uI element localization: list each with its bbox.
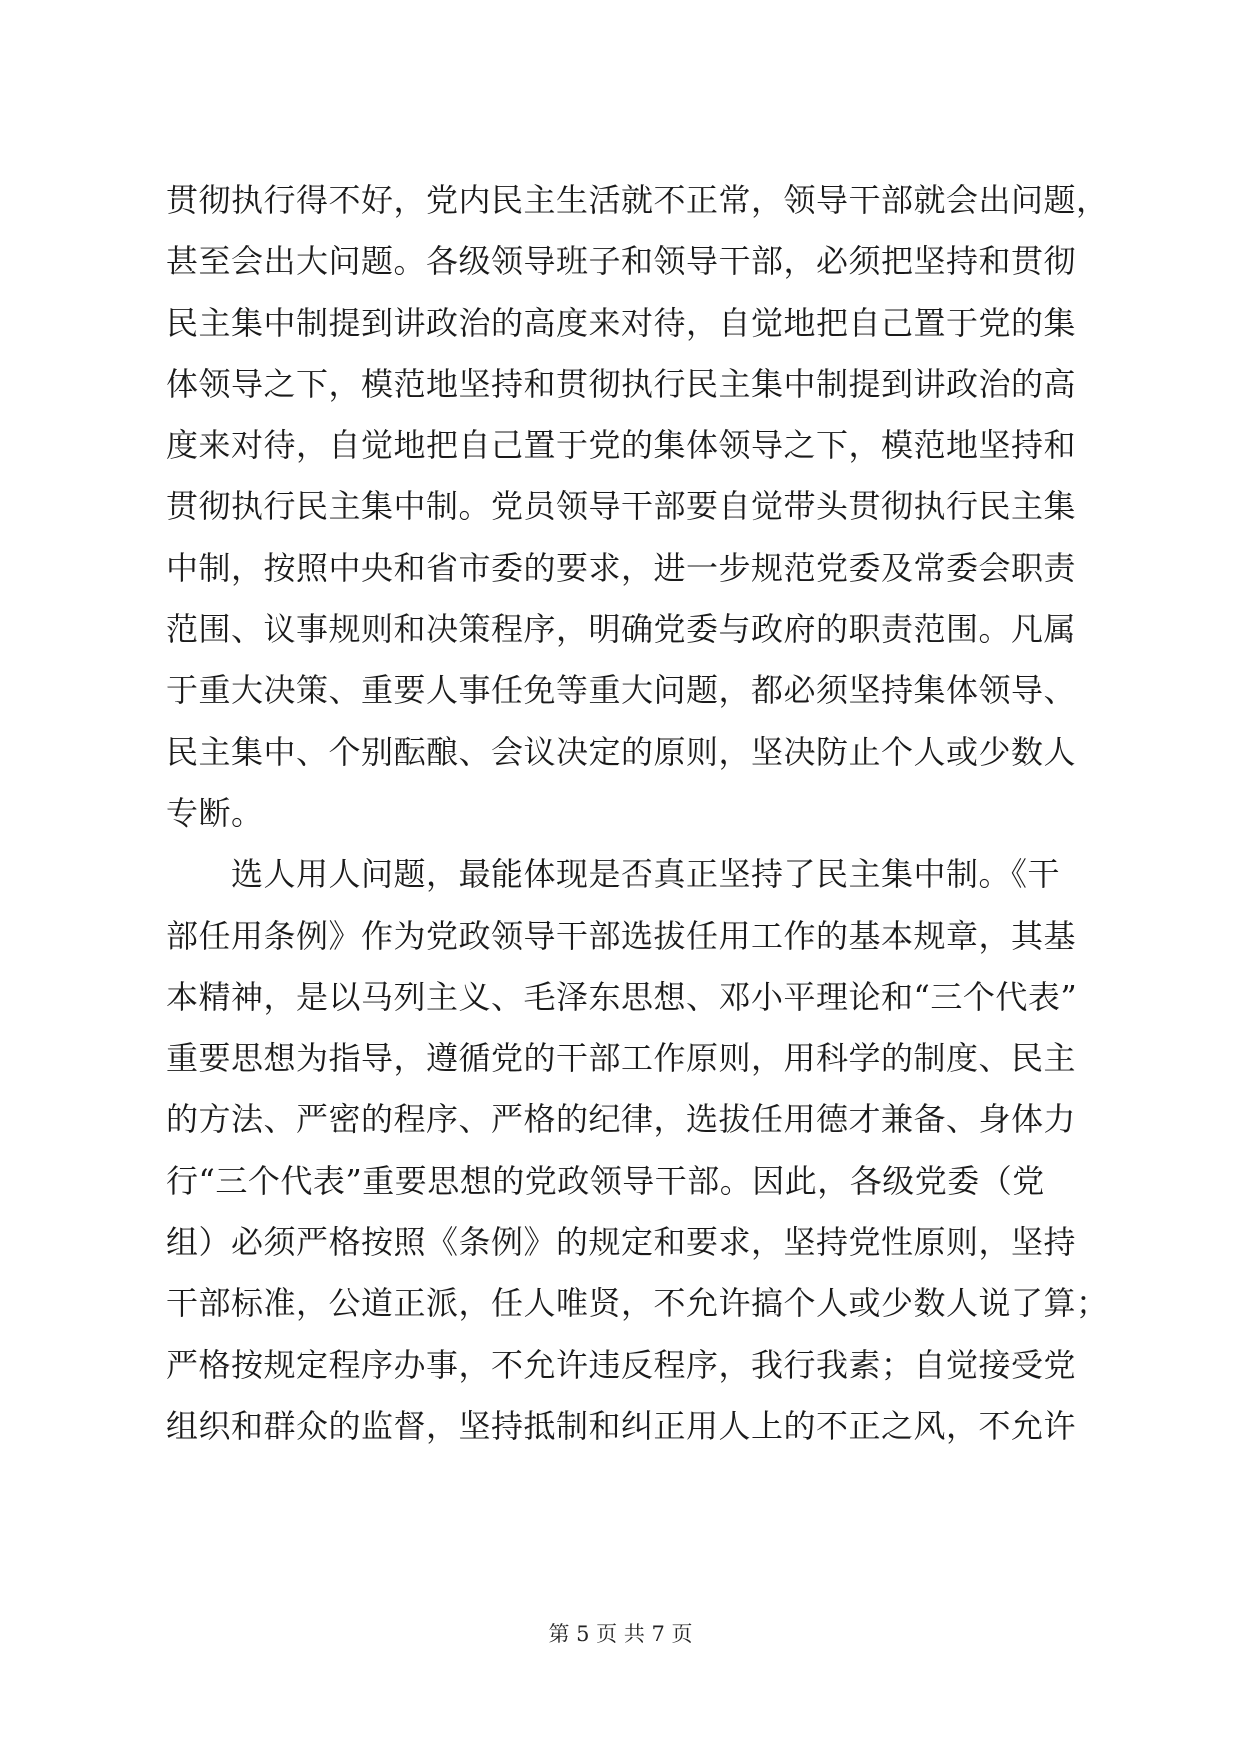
page-footer: 第 5 页 共 7 页 xyxy=(548,1622,693,1646)
text-line: 甚至会出大问题。各级领导班子和领导干部，必须把坚持和贯彻 xyxy=(166,242,1077,281)
text-line: 中制，按照中央和省市委的要求，进一步规范党委及常委会职责 xyxy=(166,548,1077,587)
text-line: 行“三个代表”重要思想的党政领导干部。因此，各级党委（党 xyxy=(166,1161,1045,1200)
text-line: 体领导之下，模范地坚持和贯彻执行民主集中制提到讲政治的高 xyxy=(166,364,1077,403)
text-line: 部任用条例》作为党政领导干部选拔任用工作的基本规章，其基 xyxy=(166,916,1077,955)
body-text xyxy=(166,170,1109,1457)
text-line: 民主集中制提到讲政治的高度来对待，自觉地把自己置于党的集 xyxy=(166,303,1077,342)
text-line: 组）必须严格按照《条例》的规定和要求，坚持党性原则，坚持 xyxy=(166,1223,1077,1262)
text-line: 度来对待，自觉地把自己置于党的集体领导之下，模范地坚持和 xyxy=(166,426,1077,465)
text-line: 贯彻执行民主集中制。党员领导干部要自觉带头贯彻执行民主集 xyxy=(166,487,1077,526)
text-line: 严格按规定程序办事，不允许违反程序，我行我素；自觉接受党 xyxy=(166,1345,1077,1384)
text-line: 于重大决策、重要人事任免等重大问题，都必须坚持集体领导、 xyxy=(166,671,1077,710)
text-line: 重要思想为指导，遵循党的干部工作原则，用科学的制度、民主 xyxy=(166,1039,1077,1078)
text-line: 民主集中、个别酝酿、会议决定的原则，坚决防止个人或少数人 xyxy=(166,732,1077,771)
text-line: 组织和群众的监督，坚持抵制和纠正用人上的不正之风，不允许 xyxy=(166,1406,1077,1445)
text-line: 范围、议事规则和决策程序，明确党委与政府的职责范围。凡属 xyxy=(166,610,1077,649)
text-line: 干部标准，公道正派，任人唯贤，不允许搞个人或少数人说了算； xyxy=(166,1284,1109,1323)
text-line: 本精神，是以马列主义、毛泽东思想、邓小平理论和“三个代表” xyxy=(166,977,1078,1016)
text-line: 的方法、严密的程序、严格的纪律，选拔任用德才兼备、身体力 xyxy=(166,1100,1077,1139)
text-line: 专断。 xyxy=(166,793,264,832)
text-line: 选人用人问题，最能体现是否真正坚持了民主集中制。《干 xyxy=(166,855,1061,894)
text-line: 贯彻执行得不好，党内民主生活就不正常，领导干部就会出问题， xyxy=(166,181,1109,219)
